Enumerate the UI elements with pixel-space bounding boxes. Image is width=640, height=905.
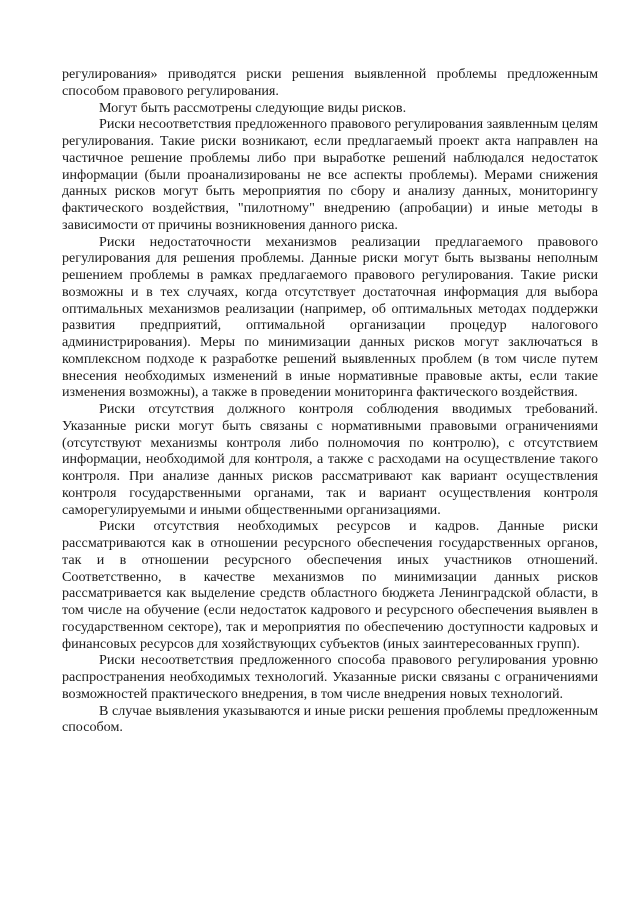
paragraph-risk-insufficient-mechanisms: Риски недостаточности механизмов реализации предлагаемого правового регулирования для решения проблемы. Данные риски могут быть вызваны неполным решением проблемы в рамках предлагаемого правового регулирования. Такие риски возможны и в тех случаях, когда отсутствует достаточная информация для выбора оптимальных механизмов реализации (например, об оптимальных методах поддержки развития предприятий, оптимальной организации процедур налогового администрирования). Меры по минимизации данных рисков могут заключаться в комплексном подходе к разработке решений выявленных проблем (в том числе путем внесения необходимых изменений в иные нормативные правовые акты, если такие изменения возможны), а также в проведении мониторинга фактического воздействия. bbox=[62, 233, 598, 401]
paragraph-intro-continuation: регулирования» приводятся риски решения выявленной проблемы предложенным способом правового регулирования. bbox=[62, 66, 598, 99]
paragraph-risk-types-intro: Могут быть рассмотрены следующие виды рисков. bbox=[99, 99, 407, 116]
paragraph-risk-nonconformity-goals: Риски несоответствия предложенного правового регулирования заявленным целям регулирования. Такие риски возникают, если предлагаемый проект акта направлен на частичное решение проблемы либо при выработке решений наблюдался недостаток информации (были проанализированы не все аспекты проблемы). Мерами снижения данных рисков могут быть мероприятия по сбору и анализу данных, мониторингу фактического воздействия, "пилотному" внедрению (апробации) и иные методы в зависимости от причины возникновения данного риска. bbox=[62, 116, 598, 233]
paragraph-risk-lack-of-control: Риски отсутствия должного контроля соблюдения вводимых требований. Указанные риски могут быть связаны с нормативными правовыми ограничениями (отсутствуют механизмы контроля либо полномочия по контролю), с отсутствием информации, необходимой для контроля, а также с расходами на осуществление такого контроля. При анализе данных рисков рассматривают как вариант осуществления контроля государственными органами, так и вариант осуществления контроля саморегулируемыми и иными общественными организациями. bbox=[62, 401, 598, 518]
paragraph-risk-technology-level: Риски несоответствия предложенного способа правового регулирования уровню распространения необходимых технологий. Указанные риски связаны с ограничениями возможностей практического внедрения, в том числе внедрения новых технологий. bbox=[62, 652, 598, 702]
paragraph-other-risks: В случае выявления указываются и иные риски решения проблемы предложенным способом. bbox=[62, 702, 598, 736]
paragraph-risk-lack-of-resources: Риски отсутствия необходимых ресурсов и кадров. Данные риски рассматриваются как в отношении ресурсного обеспечения государственных органов, так и в отношении ресурсного обеспечения иных участников отношений. Соответственно, в качестве механизмов по минимизации данных рисков рассматривается как выделение средств областного бюджета Ленинградской области, в том числе на обучение (если недостаток кадрового и ресурсного обеспечения выявлен в государственном секторе), так и мероприятия по обеспечению доступности кадровых и финансовых ресурсов для хозяйствующих субъектов (иных заинтересованных групп). bbox=[62, 518, 598, 652]
document-page bbox=[62, 66, 598, 736]
